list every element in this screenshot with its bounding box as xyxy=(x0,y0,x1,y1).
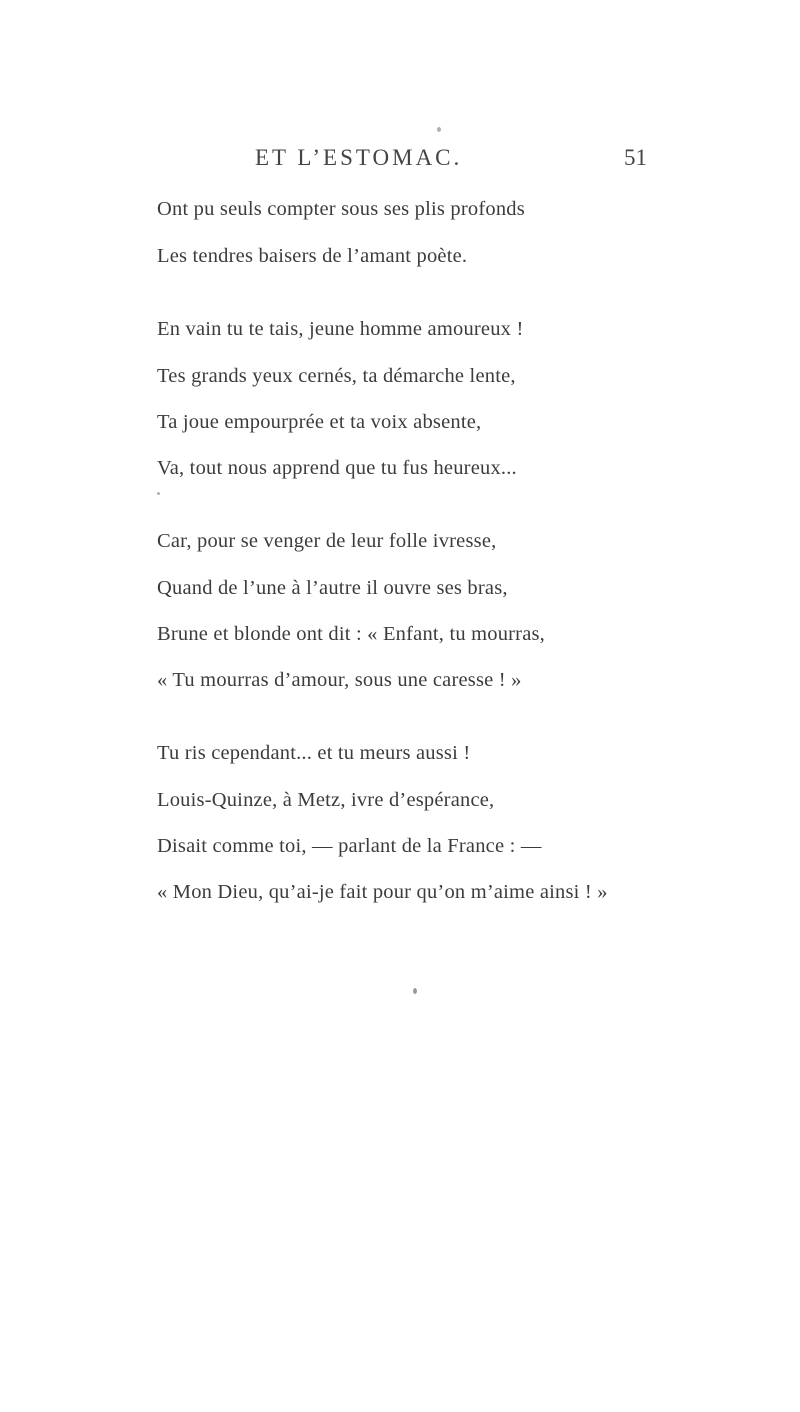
running-title: ET L’ESTOMAC. xyxy=(255,145,463,170)
verse-line: En vain tu te tais, jeune homme amoureux ! xyxy=(157,318,524,340)
verse-line: Quand de l’une à l’autre il ouvre ses bras, xyxy=(157,577,508,599)
verse-line: « Mon Dieu, qu’ai-je fait pour qu’on m’aime ainsi ! » xyxy=(157,881,608,903)
verse-line: Disait comme toi, — parlant de la France : — xyxy=(157,835,542,857)
verse-line: Ont pu seuls compter sous ses plis profonds xyxy=(157,198,525,220)
verse-line: Va, tout nous apprend que tu fus heureux... xyxy=(157,457,517,479)
paper-speck xyxy=(157,492,160,495)
verse-line: Tu ris cependant... et tu meurs aussi ! xyxy=(157,742,471,764)
paper-speck xyxy=(413,988,417,994)
paper-speck xyxy=(437,127,441,132)
page-number: 51 xyxy=(624,145,647,170)
verse-line: Car, pour se venger de leur folle ivresse, xyxy=(157,530,497,552)
verse-line: Ta joue empourprée et ta voix absente, xyxy=(157,411,482,433)
verse-line: « Tu mourras d’amour, sous une caresse ! » xyxy=(157,669,522,691)
verse-line: Les tendres baisers de l’amant poète. xyxy=(157,245,468,267)
verse-line: Brune et blonde ont dit : « Enfant, tu mourras, xyxy=(157,623,546,645)
running-head xyxy=(0,145,800,185)
verse-line: Louis-Quinze, à Metz, ivre d’espérance, xyxy=(157,789,495,811)
verse-line: Tes grands yeux cernés, ta démarche lente, xyxy=(157,365,516,387)
